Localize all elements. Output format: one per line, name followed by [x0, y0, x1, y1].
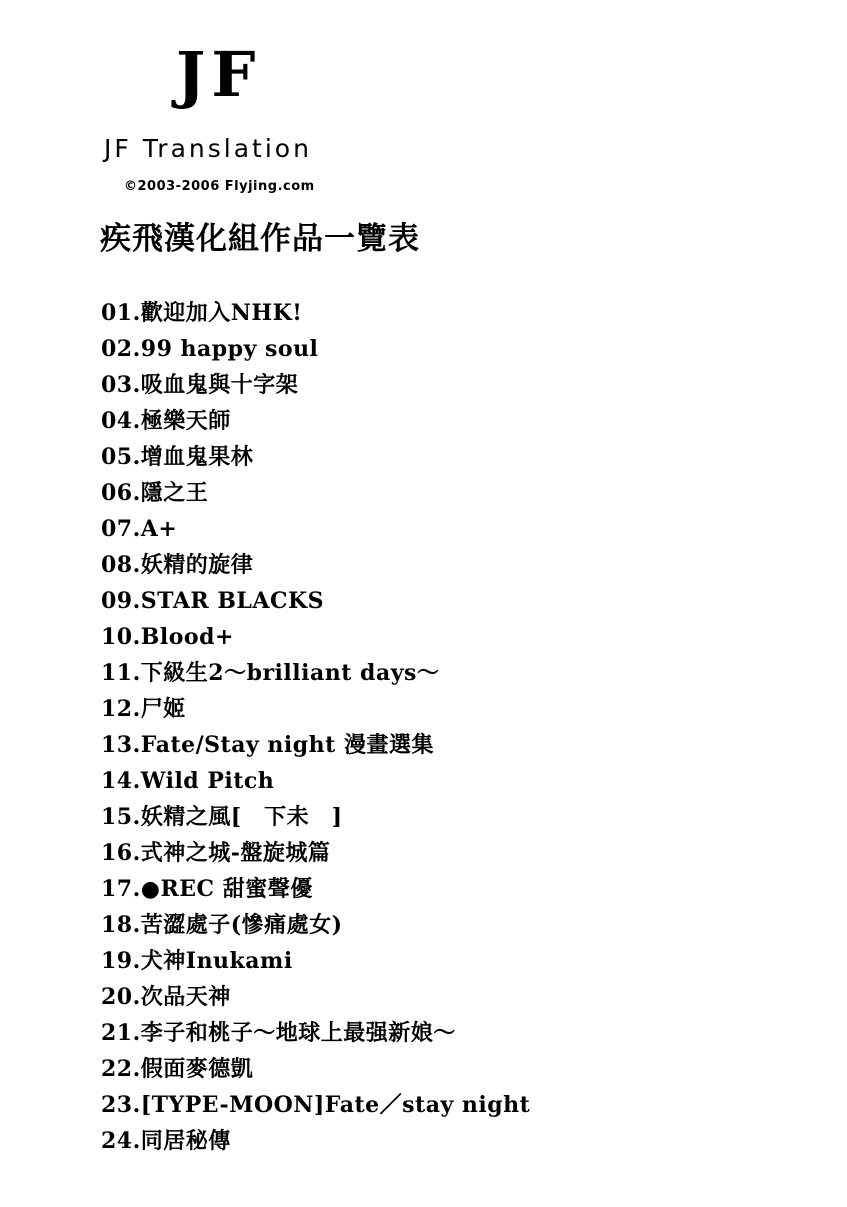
list-item: 20.次品天神	[101, 984, 231, 1010]
list-item: 03.吸血鬼與十字架	[101, 372, 299, 398]
list-item: 05.增血鬼果林	[101, 444, 254, 470]
list-item: 24.同居秘傳	[101, 1128, 231, 1154]
list-item: 06.隱之王	[101, 480, 209, 506]
jf-logo-mark: JF	[176, 38, 262, 111]
list-item: 23.[TYPE-MOON]Fate／stay night	[101, 1092, 531, 1118]
list-item: 04.極樂天師	[101, 408, 231, 434]
list-item: 21.李子和桃子～地球上最强新娘～	[101, 1020, 456, 1046]
page-title: 疾飛漢化組作品一覽表	[100, 221, 420, 257]
list-item: 19.犬神Inukami	[101, 948, 293, 974]
list-item: 11.下級生2～brilliant days～	[101, 660, 440, 686]
copyright-notice: ©2003-2006 Flyjing.com	[124, 179, 315, 194]
list-item: 17.●REC 甜蜜聲優	[101, 876, 313, 902]
list-item: 14.Wild Pitch	[101, 768, 275, 794]
logo-name: JF Translation	[104, 134, 312, 163]
list-item: 22.假面麥德凱	[101, 1056, 254, 1082]
list-item: 08.妖精的旋律	[101, 552, 254, 578]
list-item: 10.Blood+	[101, 624, 234, 650]
list-item: 07.A+	[101, 516, 178, 542]
works-list	[101, 295, 530, 1159]
list-item: 16.式神之城-盤旋城篇	[101, 840, 331, 866]
list-item: 18.苦澀處子(慘痛處女)	[101, 912, 343, 938]
list-item: 15.妖精之風[ 下未 ]	[101, 804, 343, 830]
list-item: 09.STAR BLACKS	[101, 588, 324, 614]
list-item: 12.尸姬	[101, 696, 186, 722]
list-item: 02.99 happy soul	[101, 336, 319, 362]
list-item: 01.歡迎加入NHK!	[101, 300, 303, 326]
list-item: 13.Fate/Stay night 漫畫選集	[101, 732, 434, 758]
